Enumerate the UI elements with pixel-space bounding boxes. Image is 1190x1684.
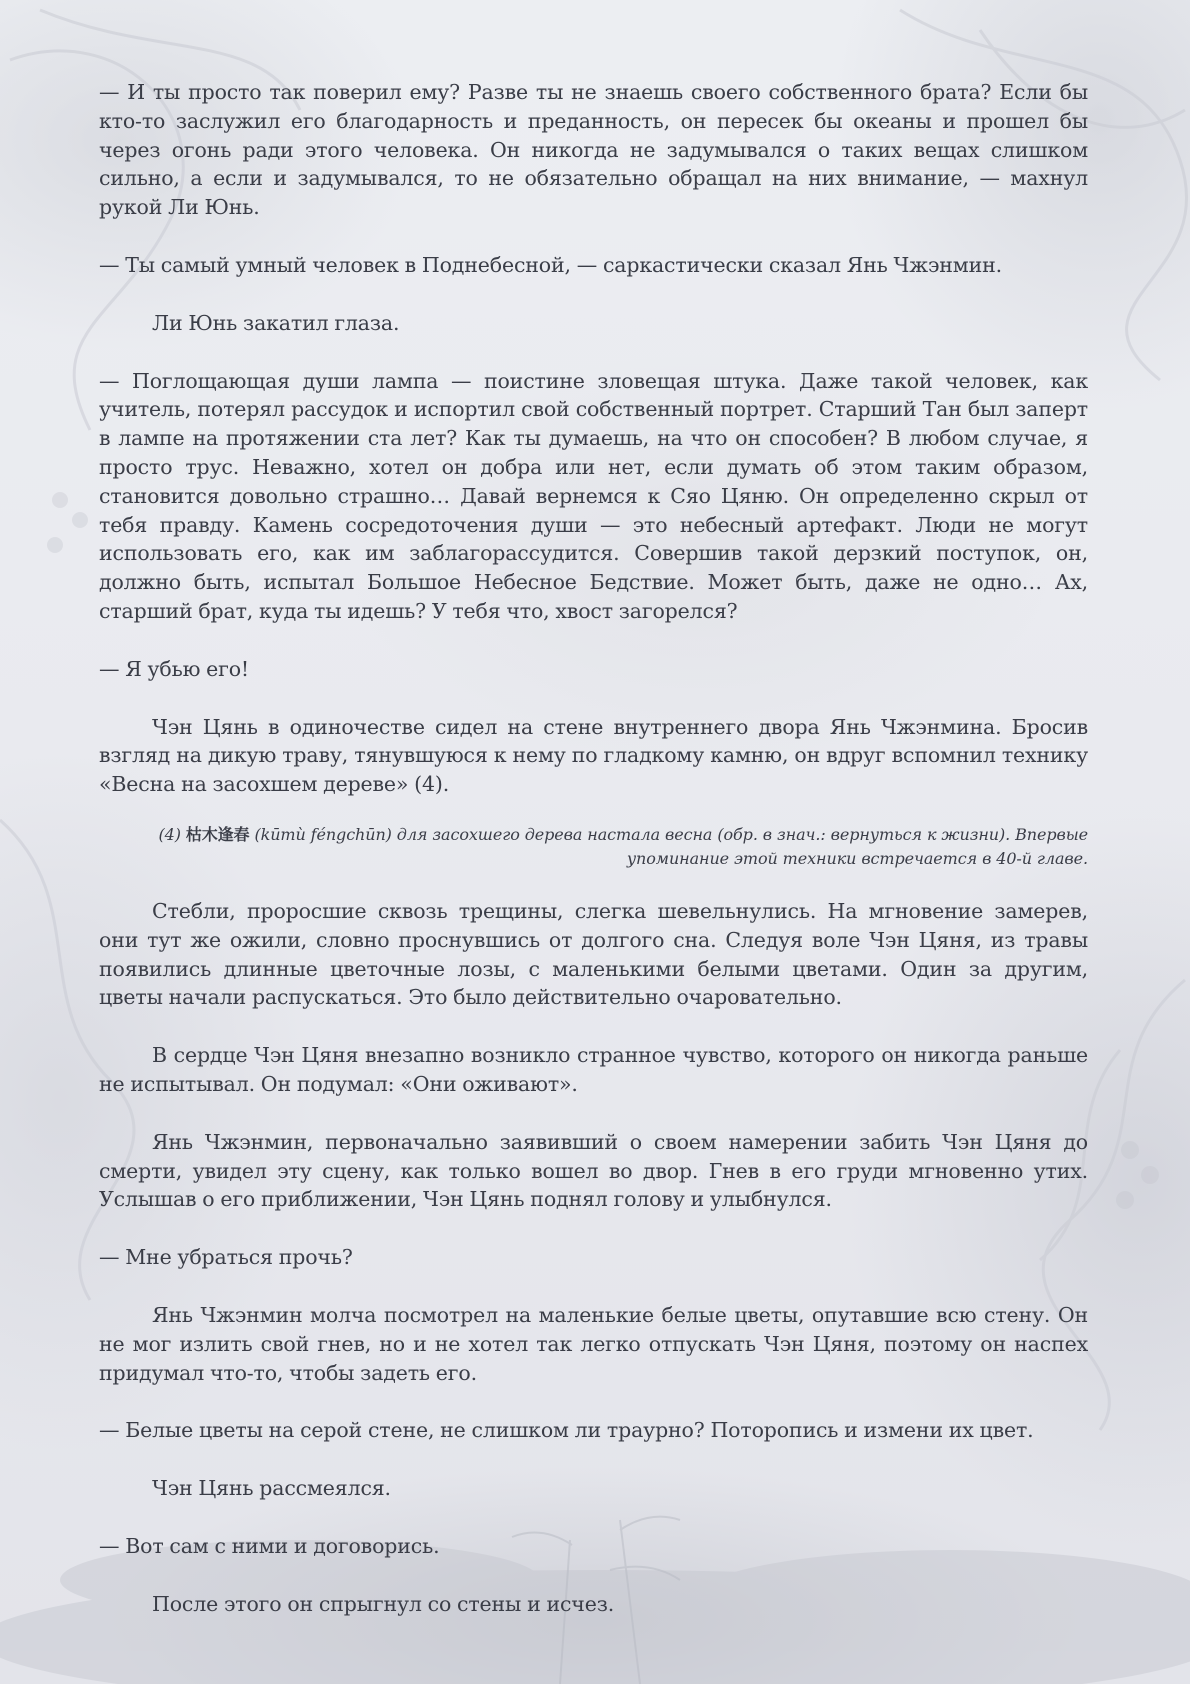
dragon-scale-4	[1121, 1141, 1139, 1159]
paragraph-12: — Белые цветы на серой стене, не слишком ли траурно? Поторопись и измени их цвет.	[99, 1418, 1034, 1443]
paragraph-15: После этого он спрыгнул со стены и исчез.	[152, 1591, 615, 1616]
paragraph-14: — Вот сам с ними и договорись.	[99, 1533, 440, 1558]
paragraph-8: В сердце Чэн Цяня внезапно возникло странное чувство, которого он никогда раньше не испытывал. Он подумал: «Они оживают».	[99, 1043, 1088, 1096]
dragon-scale-1	[52, 492, 68, 508]
dragon-scale-3	[47, 537, 63, 553]
footnote-text: (kūmù féngchūn) для засохшего дерева настала весна (обр. в знач.: вернуться к жизни). Впервые упоминание этой техники встречается в 40-й главе.	[254, 824, 1088, 868]
paragraph-13: Чэн Цянь рассмеялся.	[152, 1476, 391, 1501]
footnote	[99, 823, 1088, 871]
paragraph-4: — Поглощающая души лампа — поистине зловещая штука. Даже такой человек, как учитель, потерял рассудок и испортил свой собственный портрет. Старший Тан был заперт в лампе на протяжении ста лет? Как ты думаешь, на что он способен? В любом случае, я просто трус. Неважно, хотел он добра или нет, если думать об этом таким образом, становится довольно страшно… Давай вернемся к Сяо Цяню. Он определенно скрыл от тебя правду. Камень сосредоточения души — это небесный артефакт. Люди не могут использовать его, как им заблагорассудится. Совершив такой дерзкий поступок, он, должно быть, испытал Большое Небесное Бедствие. Может быть, даже не одно… Ах, старший брат, куда ты идешь? У тебя что, хвост загорелся?	[99, 368, 1088, 623]
chapter-text	[99, 78, 1088, 1647]
paragraph-9: Янь Чжэнмин, первоначально заявивший о своем намерении забить Чэн Цяня до смерти, увидел эту сцену, как только вошел во двор. Гнев в его груди мгновенно утих. Услышав о его приближении, Чэн Цянь поднял голову и улыбнулся.	[99, 1129, 1088, 1212]
dragon-scale-6	[1116, 1191, 1134, 1209]
paragraph-1: — И ты просто так поверил ему? Разве ты не знаешь своего собственного брата? Если бы кто-то заслужил его благодарность и преданность, он пересек бы океаны и прошел бы через огонь ради этого человека. Он никогда не задумывался о таких вещах слишком сильно, а если и задумывался, то не обязательно обращал на них внимание, — махнул рукой Ли Юнь.	[99, 80, 1088, 220]
footnote-hanzi: 枯木逢春	[185, 824, 250, 844]
paragraph-11: Янь Чжэнмин молча посмотрел на маленькие белые цветы, опутавшие всю стену. Он не мог излить свой гнев, но и не хотел так легко отпускать Чэн Цяня, поэтому он наспех придумал что-то, чтобы задеть его.	[99, 1302, 1088, 1385]
paragraph-10: — Мне убраться прочь?	[99, 1245, 353, 1270]
paragraph-3: Ли Юнь закатил глаза.	[152, 310, 400, 335]
dragon-scale-2	[72, 512, 88, 528]
paragraph-5: — Я убью его!	[99, 656, 250, 681]
paragraph-7: Стебли, проросшие сквозь трещины, слегка шевельнулись. На мгновение замерев, они тут же ожили, словно проснувшись от долгого сна. Следуя воле Чэн Цяня, из травы появились длинные цветочные лозы, с маленькими белыми цветами. Один за другим, цветы начали распускаться. Это было действительно очаровательно.	[99, 898, 1088, 1010]
paragraph-2: — Ты самый умный человек в Поднебесной, — саркастически сказал Янь Чжэнмин.	[99, 252, 1002, 277]
paragraph-6: Чэн Цянь в одиночестве сидел на стене внутреннего двора Янь Чжэнмина. Бросив взгляд на дикую траву, тянувшуюся к нему по гладкому камню, он вдруг вспомнил технику «Весна на засохшем дереве» (4).	[99, 714, 1088, 797]
dragon-scale-5	[1141, 1166, 1159, 1184]
footnote-number: (4)	[158, 824, 181, 844]
